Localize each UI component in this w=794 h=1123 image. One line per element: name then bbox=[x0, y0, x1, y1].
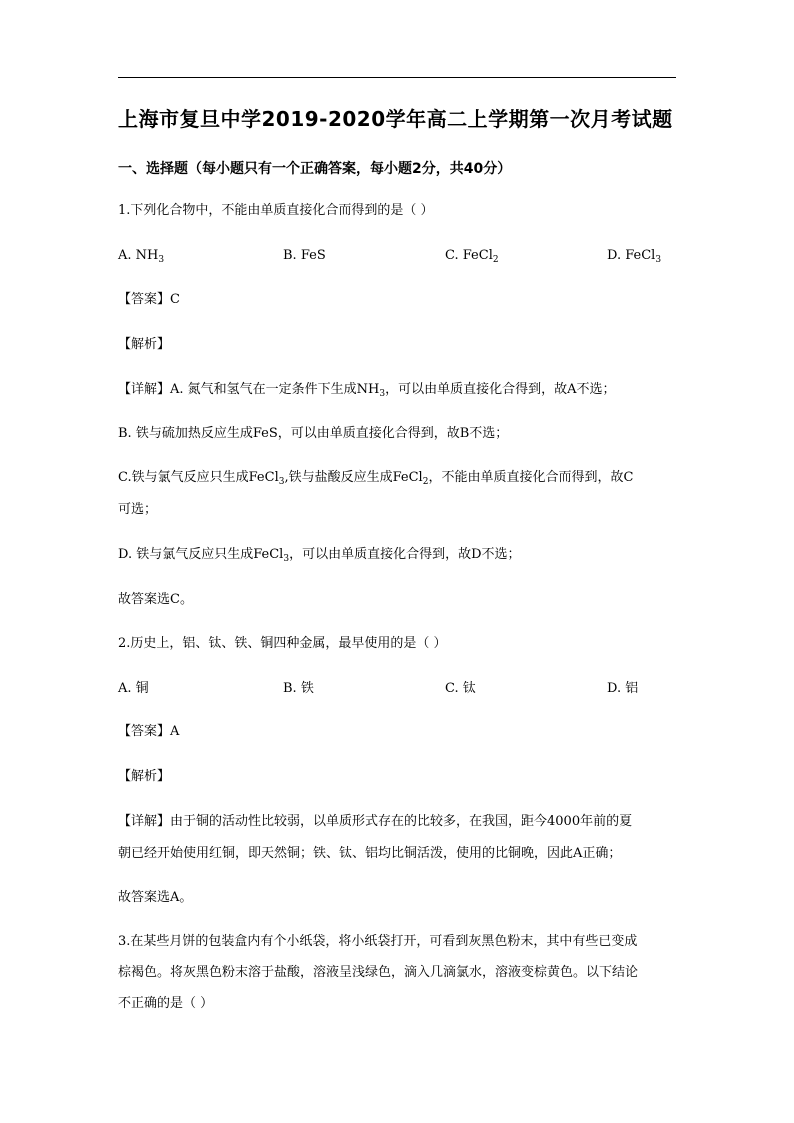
q1-detail-c-cont: 可选； bbox=[118, 502, 158, 517]
q1-option-b: B. FeS bbox=[283, 248, 326, 263]
q1-answer: 【答案】C bbox=[118, 292, 180, 307]
q2-conclusion: 故答案选A。 bbox=[118, 890, 193, 905]
question-3-line-3: 不正确的是（ ） bbox=[118, 996, 214, 1011]
q1-detail-c: C.铁与氯气反应只生成FeCl$_3$,铁与盐酸反应生成FeCl$_2$，不能由单质直接化合而得到，故C bbox=[118, 470, 634, 487]
q2-detail-line-1: 【详解】由于铜的活动性比较弱，以单质形式存在的比较多，在我国，距今4000年前的夏 bbox=[118, 814, 633, 829]
q1-detail-a: 【详解】A. 氮气和氢气在一定条件下生成$NH_3$，可以由单质直接化合得到，故A不选； bbox=[118, 382, 616, 399]
page-title: 上海市复旦中学2019-2020学年高二上学期第一次月考试题 bbox=[118, 107, 673, 131]
q1-option-d: D. FeCl$_3$ bbox=[607, 248, 662, 265]
question-3-line-1: 3.在某些月饼的包装盒内有个小纸袋，将小纸袋打开，可看到灰黑色粉末，其中有些已变成 bbox=[118, 934, 638, 949]
q2-detail-line-2: 朝已经开始使用红铜，即天然铜；铁、钛、铝均比铜活泼，使用的比铜晚，因此A正确； bbox=[118, 846, 622, 861]
q2-option-a: A. 铜 bbox=[118, 681, 149, 696]
q1-conclusion: 故答案选C。 bbox=[118, 592, 193, 607]
q1-detail-d: D. 铁与氯气反应只生成FeCl$_3$，可以由单质直接化合得到，故D不选； bbox=[118, 547, 521, 564]
q1-option-a: A. $NH_3$ bbox=[118, 248, 165, 265]
question-1-stem: 1.下列化合物中，不能由单质直接化合而得到的是（ ） bbox=[118, 203, 434, 218]
q2-analysis-label: 【解析】 bbox=[118, 769, 171, 784]
q2-answer: 【答案】A bbox=[118, 724, 180, 739]
q1-analysis-label: 【解析】 bbox=[118, 337, 171, 352]
q1-option-c: C. FeCl$_2$ bbox=[445, 248, 499, 265]
header-rule bbox=[118, 77, 676, 78]
q2-option-d: D. 铝 bbox=[607, 681, 639, 696]
q2-option-c: C. 钛 bbox=[445, 681, 476, 696]
q2-option-b: B. 铁 bbox=[283, 681, 314, 696]
q1-detail-b: B. 铁与硫加热反应生成FeS，可以由单质直接化合得到，故B不选； bbox=[118, 426, 509, 441]
question-3-line-2: 棕褐色。将灰黑色粉末溶于盐酸，溶液呈浅绿色，滴入几滴氯水，溶液变棕黄色。以下结论 bbox=[118, 965, 639, 980]
question-2-stem: 2.历史上，铝、钛、铁、铜四种金属，最早使用的是（ ） bbox=[118, 636, 447, 651]
section-heading: 一、选择题（每小题只有一个正确答案，每小题2分，共40分） bbox=[118, 161, 512, 177]
